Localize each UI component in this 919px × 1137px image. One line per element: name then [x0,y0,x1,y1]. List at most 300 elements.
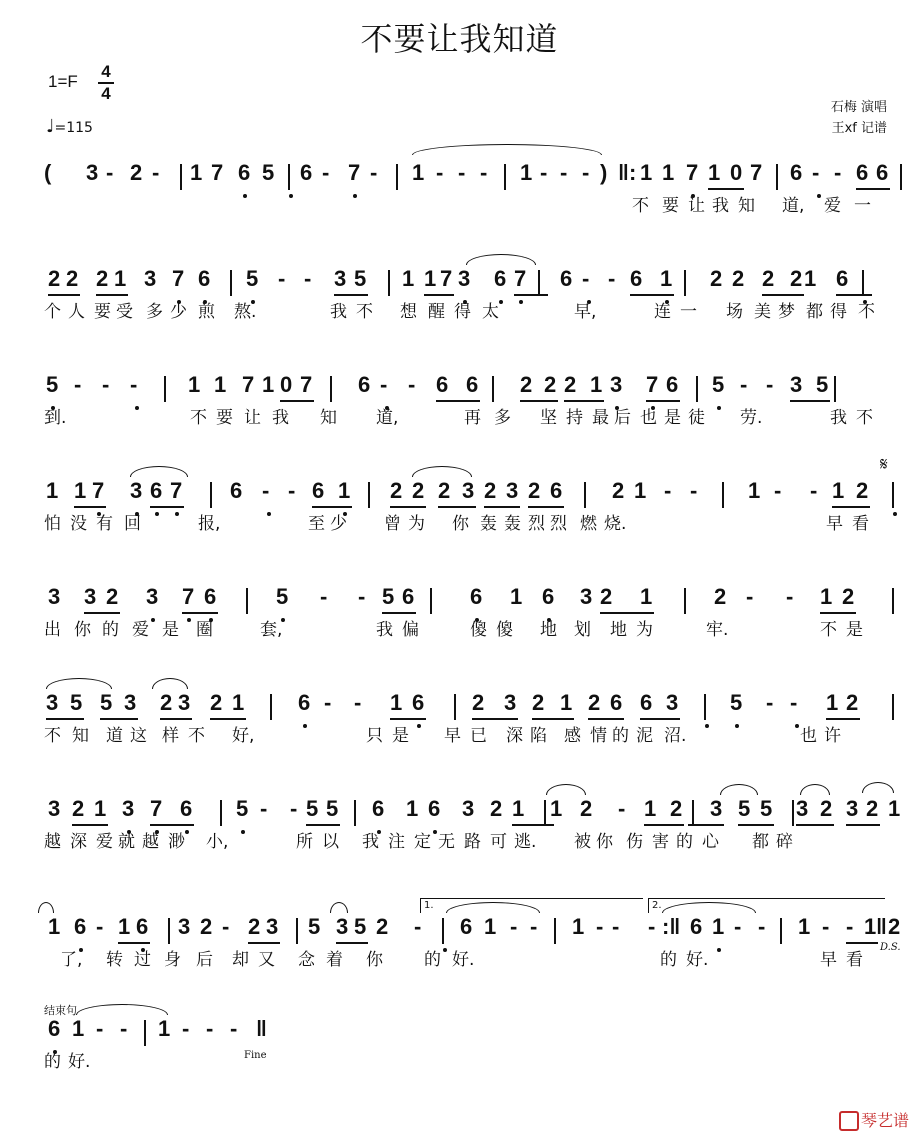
note: 5 [306,796,319,821]
note: 3 [46,690,59,715]
note: 6 [630,266,643,291]
lyric-syllable: 好. [452,950,475,970]
extension-dash: - [290,796,298,821]
note: 2 [96,266,109,291]
eighth-note-underline [336,942,368,944]
note: 2 [866,796,879,821]
barline [584,482,586,508]
note: 1 [640,160,653,185]
fine-marker: Fine [244,1050,267,1061]
note: 6 [666,372,679,397]
extension-dash: - [690,478,698,503]
lyric-syllable: 早, [574,302,597,322]
extension-dash: - [758,914,766,939]
note: 6 [460,914,473,939]
lyric-syllable: 泥 [636,726,653,746]
lyric-syllable: 以 [322,832,339,852]
note: 3 [504,690,517,715]
note: 5 [262,160,275,185]
note: 2 [106,584,119,609]
lyric-syllable: 又 [258,950,275,970]
lyric-syllable: 的 [102,620,119,640]
extension-dash: - [582,266,590,291]
ending-label: 结束句 [44,1004,77,1017]
note: 6 [150,478,163,503]
note: 1 [560,690,573,715]
extension-dash: - [618,796,626,821]
barline [492,376,494,402]
song-title: 不要让我知道 [360,20,559,58]
lyric-syllable: 早 [820,950,837,970]
eighth-note-underline [150,506,184,508]
lyric-syllable: 一 [680,302,697,322]
note: 2 [130,160,143,185]
note: 1 [708,160,721,185]
tempo-value: =115 [54,120,93,136]
lyric-syllable: 是 [162,620,179,640]
lyric-syllable: 看 [846,950,863,970]
lyric-syllable: 好. [68,1052,91,1072]
barline [722,482,724,508]
note: 6 [690,914,703,939]
lyric-syllable: 定 [414,832,431,852]
barline [246,588,248,614]
lyric-syllable: 深 [70,832,87,852]
barline [354,800,356,826]
note: 5 [354,914,367,939]
eighth-note-underline [472,718,518,720]
lyric-syllable: 为 [636,620,653,640]
lyric-syllable: 早 [444,726,461,746]
barline [684,588,686,614]
barline [704,694,706,720]
score-line [0,1004,919,1084]
lyric-syllable: 我 [376,620,393,640]
tie-slur [466,254,536,265]
note: 3 [84,584,97,609]
lyric-syllable: 的 [660,950,677,970]
lyric-syllable: 想 [400,302,417,322]
lyric-syllable: 坚 [540,408,557,428]
lyric-syllable: 看 [852,514,869,534]
note: 1 [406,796,419,821]
note: 7 [514,266,527,291]
note: 1 [662,160,675,185]
tie-slur [546,784,586,795]
lyric-syllable: 不 [856,408,873,428]
note: ( [44,160,52,185]
lyric-syllable: 报, [198,514,221,534]
tie-slur [330,902,348,913]
volta-bracket [420,898,643,913]
lyric-syllable: 到. [44,408,67,428]
repeat-barline: ‖: [618,160,637,185]
extension-dash: - [230,1016,238,1041]
barline [296,918,298,944]
eighth-note-underline [436,400,480,402]
eighth-note-underline [210,718,246,720]
lyric-syllable: 再 [464,408,481,428]
lyric-syllable: 不 [190,408,207,428]
eighth-note-underline [520,400,558,402]
notation-row [0,158,919,188]
lyric-syllable: 你 [366,950,383,970]
barline [684,270,686,296]
note: 2 [484,478,497,503]
lyric-syllable: 不 [820,620,837,640]
lyric-syllable: 地 [540,620,557,640]
note: 6 [790,160,803,185]
extension-dash: - [288,478,296,503]
extension-dash: - [766,690,774,715]
eighth-note-underline [646,400,680,402]
lyrics-row [0,618,919,642]
lyric-syllable: 样 [162,726,179,746]
lyric-syllable: 牢. [706,620,729,640]
lyric-syllable: 圈 [196,620,213,640]
segno-sign: 𝄋 [880,454,888,475]
extension-dash: - [408,372,416,397]
note: 2 [842,584,855,609]
note: 3 [796,796,809,821]
lyric-syllable: 爱 [132,620,149,640]
extension-dash: - [790,690,798,715]
notation-row [0,476,919,506]
lyric-syllable: 早 [826,514,843,534]
note: 7 [646,372,659,397]
extension-dash: - [480,160,488,185]
barline [210,482,212,508]
note: 5 [730,690,743,715]
note: 7 [300,372,313,397]
lyric-syllable: 至 [308,514,325,534]
time-signature-bottom: 4 [98,82,114,104]
extension-dash: - [812,160,820,185]
watermark-text: 琴艺谱 [860,1110,909,1130]
eighth-note-underline [836,294,872,296]
lyric-syllable: 煎 [198,302,215,322]
lyric-syllable: 是 [392,726,409,746]
lyric-syllable: 偏 [402,620,419,640]
lyric-syllable: 渺 [168,832,185,852]
lyric-syllable: 注 [388,832,405,852]
extension-dash: - [582,160,590,185]
score-line [0,454,919,546]
transcriber-credit: 王xf 记谱 [831,121,887,136]
note: 1 [188,372,201,397]
extension-dash: - [222,914,230,939]
note: 2 [600,584,613,609]
note: 5 [70,690,83,715]
note: 0 [280,372,293,397]
note: 2 [438,478,451,503]
barline [696,376,698,402]
lyric-syllable: 感 [564,726,581,746]
note: 6 [238,160,251,185]
barline [892,482,894,508]
note: 3 [710,796,723,821]
note: 6 [494,266,507,291]
lyric-syllable: 也 [640,408,657,428]
note: 2 [520,372,533,397]
lyric-syllable: 梦 [778,302,795,322]
note: 6 [412,690,425,715]
lyric-syllable: 过 [134,950,151,970]
lyric-syllable: 个 [44,302,61,322]
lyric-syllable: 少 [330,514,347,534]
lyric-syllable: 多 [146,302,163,322]
note: 5 [100,690,113,715]
tie-slur [76,1004,168,1015]
eighth-note-underline [644,824,684,826]
tempo-marking [46,116,93,137]
note: 6 [358,372,371,397]
note: 1 [572,914,585,939]
note: 1 [214,372,227,397]
eighth-note-underline [856,188,890,190]
extension-dash: - [304,266,312,291]
lyric-syllable: 有 [96,514,113,534]
note: 2 [390,478,403,503]
note: 2 [532,690,545,715]
lyric-syllable: 伤 [626,832,643,852]
barline [368,482,370,508]
tie-slur [130,466,188,477]
note: 5 [276,584,289,609]
lyric-syllable: 划 [574,620,591,640]
lyric-syllable: 身 [164,950,181,970]
lyric-syllable: 套, [260,620,283,640]
volta-label: 2. [652,900,662,911]
barline [168,918,170,944]
extension-dash: - [746,584,754,609]
lyric-syllable: 我 [272,408,289,428]
barline [504,164,506,190]
eighth-note-underline [600,612,654,614]
extension-dash: - [612,914,620,939]
extension-dash: - [596,914,604,939]
note: 1 [338,478,351,503]
note: 6 [470,584,483,609]
note: 2 [790,266,803,291]
note: 3 [266,914,279,939]
barline [180,164,182,190]
note: 2 [564,372,577,397]
eighth-note-underline [588,718,624,720]
lyric-syllable: 你 [74,620,91,640]
note: 6 [136,914,149,939]
lyric-syllable: 烈 [528,514,545,534]
note: 2 [472,690,485,715]
lyrics-row [0,406,919,430]
note: 2 [72,796,85,821]
eighth-note-underline [96,294,128,296]
barline [330,376,332,402]
lyric-syllable: 太 [482,302,499,322]
extension-dash: - [774,478,782,503]
lyric-syllable: 得 [454,302,471,322]
lyric-syllable: 傻 [496,620,513,640]
note: 1 [888,796,901,821]
note: 6 [610,690,623,715]
note: 2 [200,914,213,939]
note: 1 [510,584,523,609]
lyric-syllable: 怕 [44,514,61,534]
note: 3 [48,796,61,821]
note: 1 [190,160,203,185]
eighth-note-underline [48,294,80,296]
score-line [0,370,919,440]
lyric-syllable: 小, [206,832,229,852]
note: 1 [550,796,563,821]
lyrics-row [0,830,919,854]
note: 5 [354,266,367,291]
lyric-syllable: 的 [44,1052,61,1072]
barline [164,376,166,402]
barline [270,694,272,720]
note: 2 [66,266,79,291]
eighth-note-underline [846,824,880,826]
note: 6 [180,796,193,821]
note: 2 [528,478,541,503]
note: 3 [462,478,475,503]
note: 3 [846,796,859,821]
note: 6 [836,266,849,291]
note: 1 [46,478,59,503]
note: 5 [760,796,773,821]
notation-row [0,688,919,718]
note: 6 [48,1016,61,1041]
eighth-note-underline [826,718,860,720]
note: 6 [402,584,415,609]
note: 6 [856,160,869,185]
eighth-note-underline [306,824,340,826]
note: 1 [820,584,833,609]
eighth-note-underline [484,506,520,508]
eighth-note-underline [72,824,108,826]
lyric-syllable: 烧. [604,514,627,534]
lyric-syllable: 爱 [96,832,113,852]
note: 2 [710,266,723,291]
lyric-syllable: 不 [858,302,875,322]
lyric-syllable: 着 [326,950,343,970]
repeat-barline: :‖ [662,914,681,939]
lyric-syllable: 陷 [530,726,547,746]
note: 6 [550,478,563,503]
eighth-note-underline [424,294,454,296]
lyric-syllable: 这 [130,726,147,746]
lyric-syllable: 你 [596,832,613,852]
note: 2 [888,914,901,939]
lyric-syllable: 可 [490,832,507,852]
note: 7 [440,266,453,291]
note: 1 [72,1016,85,1041]
time-signature [98,62,114,104]
eighth-note-underline [390,506,426,508]
lyric-syllable: 后 [196,950,213,970]
extension-dash: - [414,914,422,939]
score-line [0,264,919,334]
barline [862,270,864,296]
note: 6 [542,584,555,609]
barline [288,164,290,190]
note: 5 [326,796,339,821]
note: 5 [738,796,751,821]
lyrics-row [0,194,919,218]
tie-slur [800,784,830,795]
note: 2 [490,796,503,821]
barline [388,270,390,296]
lyric-syllable: 念 [298,950,315,970]
barline [430,588,432,614]
note: 3 [666,690,679,715]
lyric-syllable: 场 [726,302,743,322]
note: 1 [864,914,877,939]
note: 1 [804,266,817,291]
lyric-syllable: 道 [106,726,123,746]
lyric-syllable: 越 [44,832,61,852]
lyric-syllable: 不 [44,726,61,746]
note: 6 [640,690,653,715]
note: 3 [48,584,61,609]
barline [554,918,556,944]
note: 2 [856,478,869,503]
note: 3 [178,690,191,715]
eighth-note-underline [438,506,476,508]
note: 1 [712,914,725,939]
lyric-syllable: 转 [106,950,123,970]
lyric-syllable: 熬. [234,302,257,322]
extension-dash: - [320,584,328,609]
lyrics-row [0,948,919,972]
lyric-syllable: 的 [612,726,629,746]
repeat-barline: ‖ [876,914,887,939]
lyrics-row [0,1050,919,1074]
time-signature-top: 4 [101,62,111,81]
note: 1 [74,478,87,503]
lyric-syllable: 烈 [550,514,567,534]
extension-dash: - [354,690,362,715]
note: 5 [246,266,259,291]
eighth-note-underline [820,612,856,614]
extension-dash: - [664,478,672,503]
lyric-syllable: 好. [686,950,709,970]
note: 3 [146,584,159,609]
extension-dash: - [182,1016,190,1041]
lyric-syllable: 我 [830,408,847,428]
note: 7 [170,478,183,503]
note: 7 [750,160,763,185]
lyric-syllable: 路 [464,832,481,852]
extension-dash: - [608,266,616,291]
extension-dash: - [834,160,842,185]
tie-slur [862,782,894,793]
lyric-syllable: 就 [118,832,135,852]
lyric-syllable: 你 [452,514,469,534]
note: 2 [732,266,745,291]
lyric-syllable: 知 [738,196,755,216]
score-line [0,582,919,652]
note: 5 [712,372,725,397]
note: 6 [312,478,325,503]
extension-dash: - [370,160,378,185]
note: 3 [144,266,157,291]
lyric-syllable: 要 [94,302,111,322]
lyric-syllable: 道, [376,408,399,428]
eighth-note-underline [762,294,804,296]
extension-dash: - [766,372,774,397]
notation-row [0,912,919,942]
